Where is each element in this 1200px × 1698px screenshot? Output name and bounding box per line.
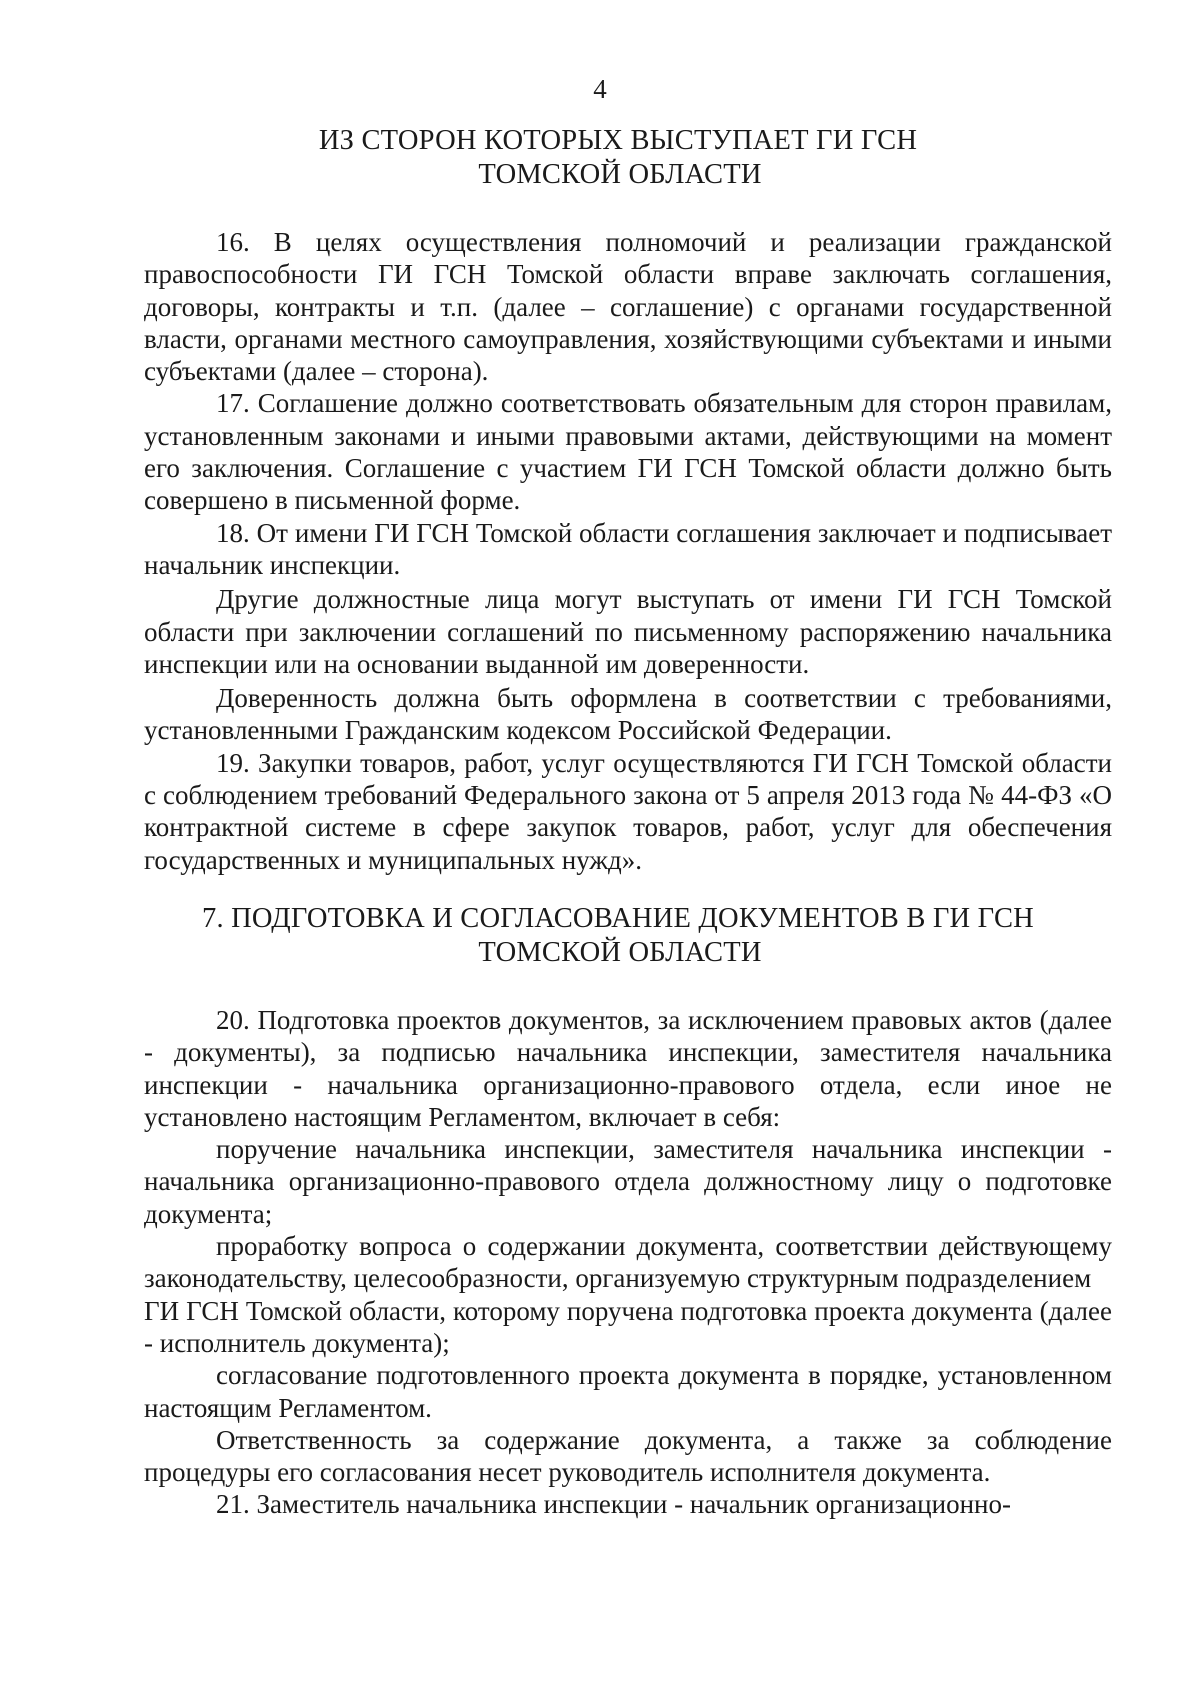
section-7-heading-line-1: 7. ПОДГОТОВКА И СОГЛАСОВАНИЕ ДОКУМЕНТОВ В ГИ ГСН [202,903,1034,934]
section-6-body [144,226,1112,876]
paragraph-20-elaboration: проработку вопроса о содержании документа, соответствии действующему законодательству, целесообразности, организуемую структурным подразделением [144,1231,1112,1294]
paragraph-20-approval: согласование подготовленного проекта документа в порядке, установленном настоящим Регламентом. [144,1360,1112,1423]
paragraph-17: 17. Соглашение должно соответствовать обязательным для сторон правилам, установленным законами и иными правовыми актами, действующими на момент его заключения. Соглашение с участием ГИ ГСН Томской области должно быть совершено в письменной форме. [144,388,1112,516]
paragraph-16: 16. В целях осуществления полномочий и реализации гражданской правоспособности ГИ ГСН Томской области вправе заключать соглашения, договоры, контракты и т.п. (далее – соглашение) с органами государственной власти, органами местного самоуправления, хозяйствующими субъектами и иными субъектами (далее – сторона). [144,227,1112,387]
section-6-heading [0,124,1200,192]
paragraph-20-executor: ГИ ГСН Томской области, которому поручена подготовка проекта документа (далее - исполнитель документа); [144,1295,1112,1358]
paragraph-19: 19. Закупки товаров, работ, услуг осуществляются ГИ ГСН Томской области с соблюдением требований Федерального закона от 5 апреля 2013 года № 44-ФЗ «О контрактной системе в сфере закупок товаров, работ, услуг для обеспечения государственных и муниципальных нужд». [144,747,1112,875]
paragraph-20-responsibility: Ответственность за содержание документа, а также за соблюдение процедуры его согласования несет руководитель исполнителя документа. [144,1424,1112,1488]
paragraph-20-instruction: поручение начальника инспекции, заместителя начальника инспекции - начальника организационно-правового отдела должностному лицу о подготовке документа; [144,1134,1112,1229]
section-6-heading-line-1: ИЗ СТОРОН КОТОРЫХ ВЫСТУПАЕТ ГИ ГСН [318,125,918,156]
paragraph-18-power-of-attorney: Доверенность должна быть оформлена в соответствии с требованиями, установленными Гражданским кодексом Российской Федерации. [144,683,1112,746]
paragraph-18-other-officials: Другие должностные лица могут выступать от имени ГИ ГСН Томской области при заключении соглашений по письменному распоряжению начальника инспекции или на основании выданной им доверенности. [144,584,1112,679]
paragraph-20: 20. Подготовка проектов документов, за исключением правовых актов (далее - документы), за подписью начальника инспекции, заместителя начальника инспекции - начальника организационно-правового отдела, если иное не установлено настоящим Регламентом, включает в себя: [144,1005,1112,1132]
section-6-heading-line-2: ТОМСКОЙ ОБЛАСТИ [478,159,762,190]
section-7-heading [0,902,1200,970]
page-number: 4 [593,74,607,104]
paragraph-18: 18. От имени ГИ ГСН Томской области соглашения заключает и подписывает начальник инспекции. [144,517,1112,580]
section-7-body [144,1004,1112,1521]
section-7-heading-line-2: ТОМСКОЙ ОБЛАСТИ [478,937,762,968]
paragraph-21: 21. Заместитель начальника инспекции - начальник организационно- [216,1489,1011,1520]
